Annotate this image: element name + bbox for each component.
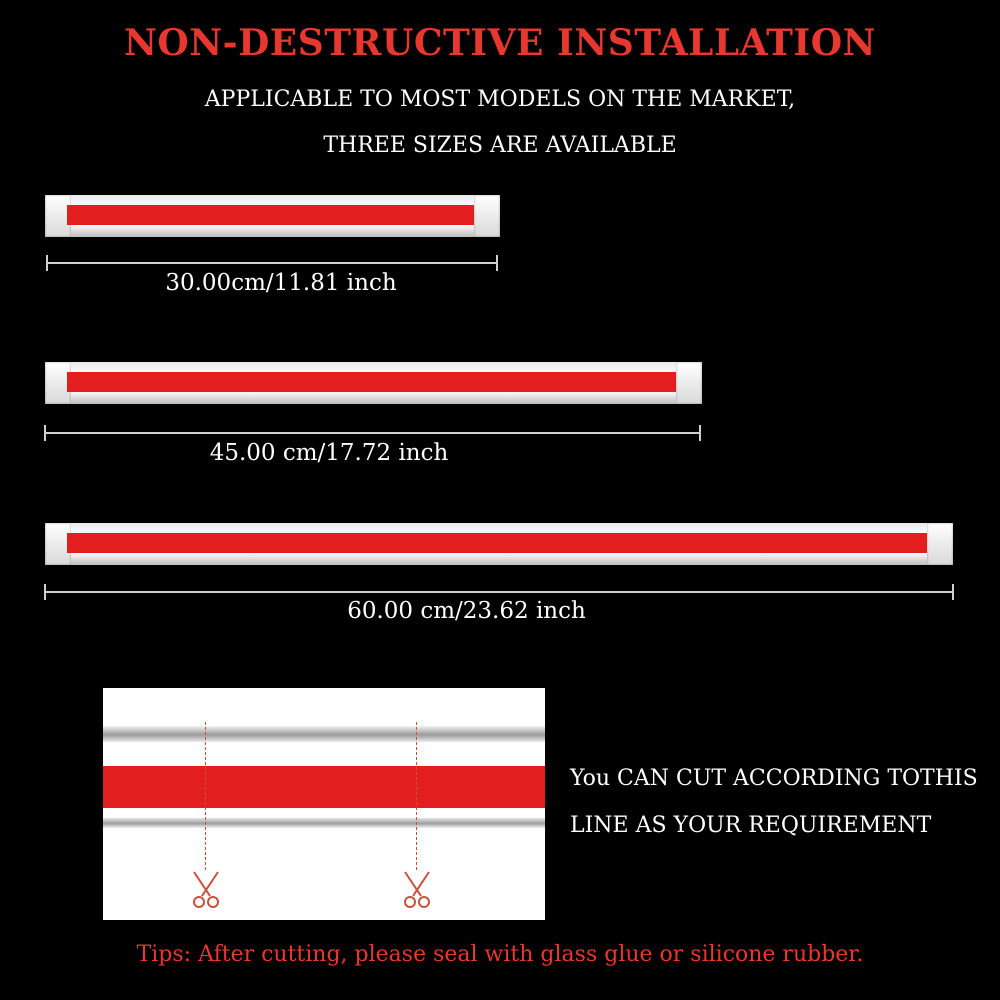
led-strip-60cm xyxy=(45,523,953,565)
size-label-60cm: 60.00 cm/23.62 inch xyxy=(347,598,586,624)
end-cap-right xyxy=(474,195,500,237)
red-light-band xyxy=(67,533,931,553)
red-light-band xyxy=(67,372,680,392)
subtitle-line-2: THREE SIZES ARE AVAILABLE xyxy=(323,133,677,158)
dimension-line-60cm xyxy=(44,591,954,593)
subtitle-line-1: APPLICABLE TO MOST MODELS ON THE MARKET, xyxy=(204,87,796,112)
strip-edge-bottom xyxy=(103,818,545,828)
end-cap-right xyxy=(927,523,953,565)
page-title: NON-DESTRUCTIVE INSTALLATION xyxy=(123,22,877,64)
led-strip-30cm xyxy=(45,195,500,237)
cut-illustration-panel xyxy=(103,688,545,920)
scissors-icon xyxy=(189,870,223,910)
size-label-30cm: 30.00cm/11.81 inch xyxy=(165,270,397,296)
led-strip-45cm xyxy=(45,362,702,404)
dimension-line-45cm xyxy=(44,432,701,434)
cut-instruction-line-1: You CAN CUT ACCORDING TOTHIS xyxy=(570,766,978,791)
size-label-45cm: 45.00 cm/17.72 inch xyxy=(209,440,449,466)
cut-line xyxy=(205,722,206,870)
red-light-band xyxy=(103,766,545,808)
cut-instruction-line-2: LINE AS YOUR REQUIREMENT xyxy=(570,813,932,838)
scissors-icon xyxy=(400,870,434,910)
end-cap-right xyxy=(676,362,702,404)
dimension-line-30cm xyxy=(46,262,498,264)
strip-edge-top xyxy=(103,726,545,742)
red-light-band xyxy=(67,205,478,225)
tips-text: Tips: After cutting, please seal with glass glue or silicone rubber. xyxy=(136,942,864,967)
cut-line xyxy=(416,722,417,870)
